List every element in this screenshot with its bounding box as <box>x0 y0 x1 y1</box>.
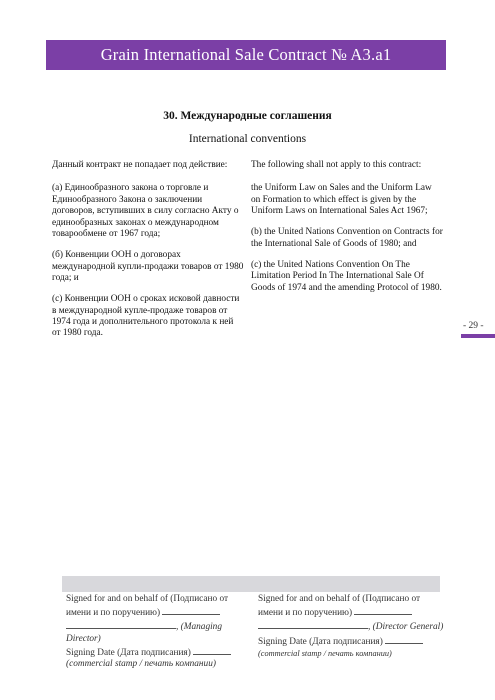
signature-right-role: (Director General) <box>372 622 444 633</box>
signature-right-date-label: Signing Date (Дата подписания) <box>258 636 383 647</box>
russian-column <box>52 160 244 350</box>
english-intro: The following shall not apply to this contract: <box>251 160 422 170</box>
signature-left-role: (Managing Director) <box>66 622 222 644</box>
document-title: Grain International Sale Contract № A3.a1 <box>100 45 392 64</box>
page-number-marker <box>461 334 495 338</box>
english-item-c: (c) the United Nations Convention On The Limitation Period In The International Sale Of Goods of 1974 and the amending Protocol of 1980. <box>251 260 442 293</box>
signature-right-date-blank[interactable] <box>385 634 423 644</box>
english-item-b: (b) the United Nations Convention on Contracts for the International Sale of Goods of 1980; and <box>251 227 443 249</box>
english-column <box>251 160 443 304</box>
english-item-a: the Uniform Law on Sales and the Uniform Law on Formation to which effect is given by the Uniform Laws on International Sales Act 1967; <box>251 183 432 217</box>
signature-block-left: Signed for and on behalf of (Подписано от имени и по поручению) , (Managing Director) Signing Date (Дата подписания) (commercial stamp / печать компании) <box>66 594 252 670</box>
signature-left-date-blank[interactable] <box>193 645 231 655</box>
signature-left-name-blank[interactable] <box>162 605 220 615</box>
section-subtitle: International conventions <box>188 133 307 145</box>
russian-intro: Данный контракт не попадает под действие: <box>52 160 228 170</box>
signature-right-signed: Signed for and on behalf of (Подписано от имени и по поручению) <box>258 594 421 619</box>
signature-right-signature-blank[interactable] <box>258 619 368 629</box>
signature-header-bar <box>62 576 440 592</box>
signature-block-right: Signed for and on behalf of (Подписано от имени и по поручению) , (Director General) Signing Date (Дата подписания) (commercial stamp / печать компании) <box>258 594 444 658</box>
russian-item-c: (с) Конвенции ООН о сроках исковой давности в международной купле-продаже товаров от 1974 года и дополнительного протокола к ней от 1980 года. <box>52 294 240 339</box>
signature-left-date-label: Signing Date (Дата подписания) <box>66 647 191 658</box>
page-number: - 29 - <box>463 321 484 331</box>
signature-right-stamp: (commercial stamp / печать компании) <box>258 648 392 658</box>
russian-item-a: (а) Единообразного закона о торговле и Единообразного Закона о заключении договоров, вступивших в силу согласно Акту о единообразных законах о международном товарообмене от 1967 года; <box>52 183 239 240</box>
document-header-banner <box>46 40 446 70</box>
signature-left-signed: Signed for and on behalf of (Подписано от имени и по поручению) <box>66 594 229 619</box>
signature-left-stamp: (commercial stamp / печать компании) <box>66 659 216 670</box>
signature-left-signature-blank[interactable] <box>66 619 176 629</box>
russian-item-b: (б) Конвенции ООН о договорах международной купли-продажи товаров от 1980 года; и <box>52 250 244 284</box>
signature-right-name-blank[interactable] <box>354 605 412 615</box>
section-title: 30. Международные соглашения <box>163 110 332 122</box>
